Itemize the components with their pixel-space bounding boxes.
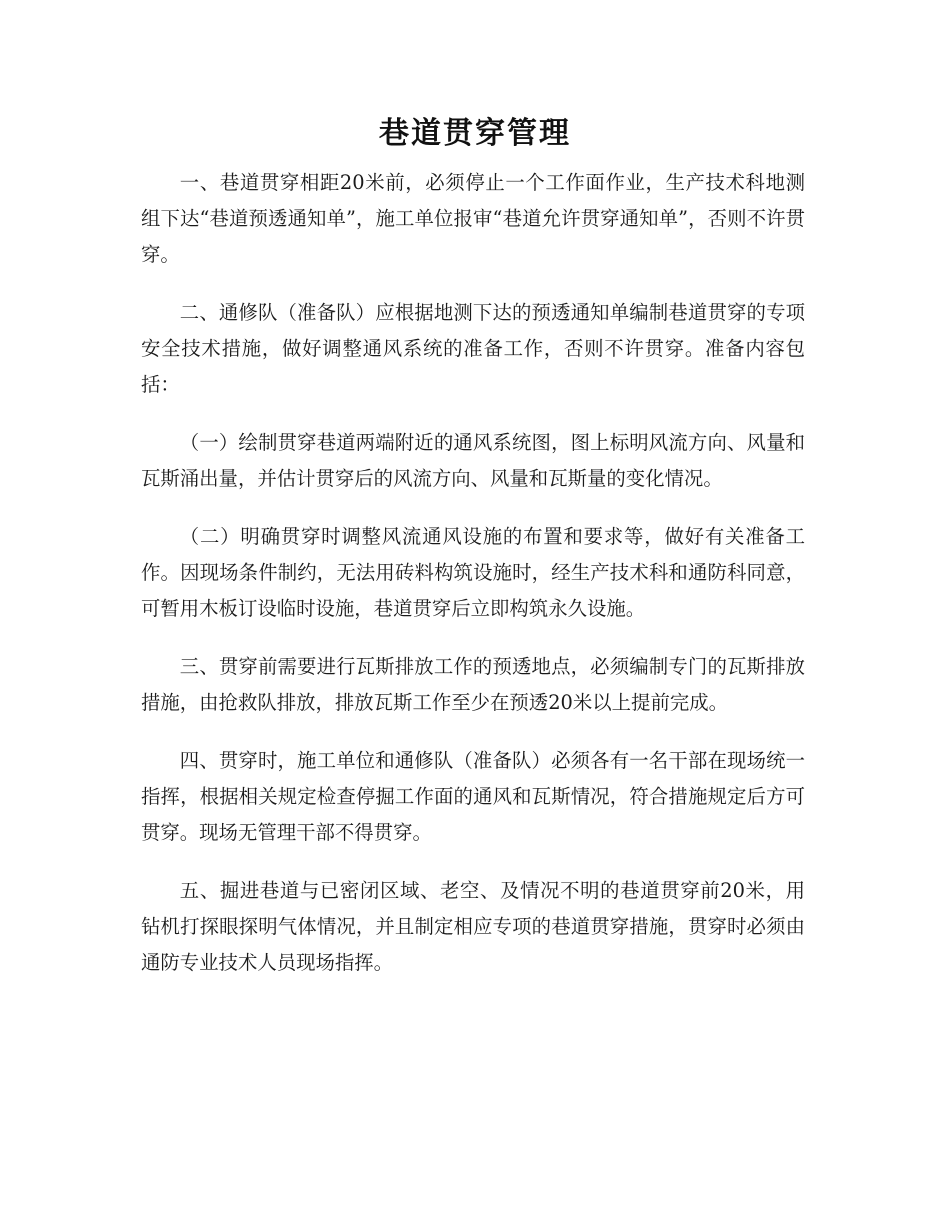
paragraph-6: 四、贯穿时，施工单位和通修队（准备队）必须各有一名干部在现场统一指挥，根据相关规定检查停掘工作面的通风和瓦斯情况，符合措施规定后方可贯穿。现场无管理干部不得贯穿。 <box>141 749 805 844</box>
paragraph-1: 一、巷道贯穿相距20米前，必须停止一个工作面作业，生产技术科地测组下达“巷道预透通知单”，施工单位报审“巷道允许贯穿通知单”，否则不许贯穿。 <box>141 171 805 266</box>
paragraph-7: 五、掘进巷道与已密闭区域、老空、及情况不明的巷道贯穿前20米，用钻机打探眼探明气体情况，并且制定相应专项的巷道贯穿措施，贯穿时必须由通防专业技术人员现场指挥。 <box>141 879 805 974</box>
paragraph-5: 三、贯穿前需要进行瓦斯排放工作的预透地点，必须编制专门的瓦斯排放措施，由抢救队排放，排放瓦斯工作至少在预透20米以上提前完成。 <box>141 655 805 714</box>
document-title: 巷道贯穿管理 <box>379 116 571 151</box>
paragraph-2: 二、通修队（准备队）应根据地测下达的预透通知单编制巷道贯穿的专项安全技术措施，做好调整通风系统的准备工作，否则不许贯穿。准备内容包括： <box>141 301 805 396</box>
paragraph-4: （二）明确贯穿时调整风流通风设施的布置和要求等，做好有关准备工作。因现场条件制约，无法用砖料构筑设施时，经生产技术科和通防科同意，可暂用木板订设临时设施，巷道贯穿后立即构筑永久设施。 <box>141 525 805 620</box>
document-body <box>141 165 805 1003</box>
paragraph-3: （一）绘制贯穿巷道两端附近的通风系统图，图上标明风流方向、风量和瓦斯涌出量，并估计贯穿后的风流方向、风量和瓦斯量的变化情况。 <box>141 431 805 490</box>
